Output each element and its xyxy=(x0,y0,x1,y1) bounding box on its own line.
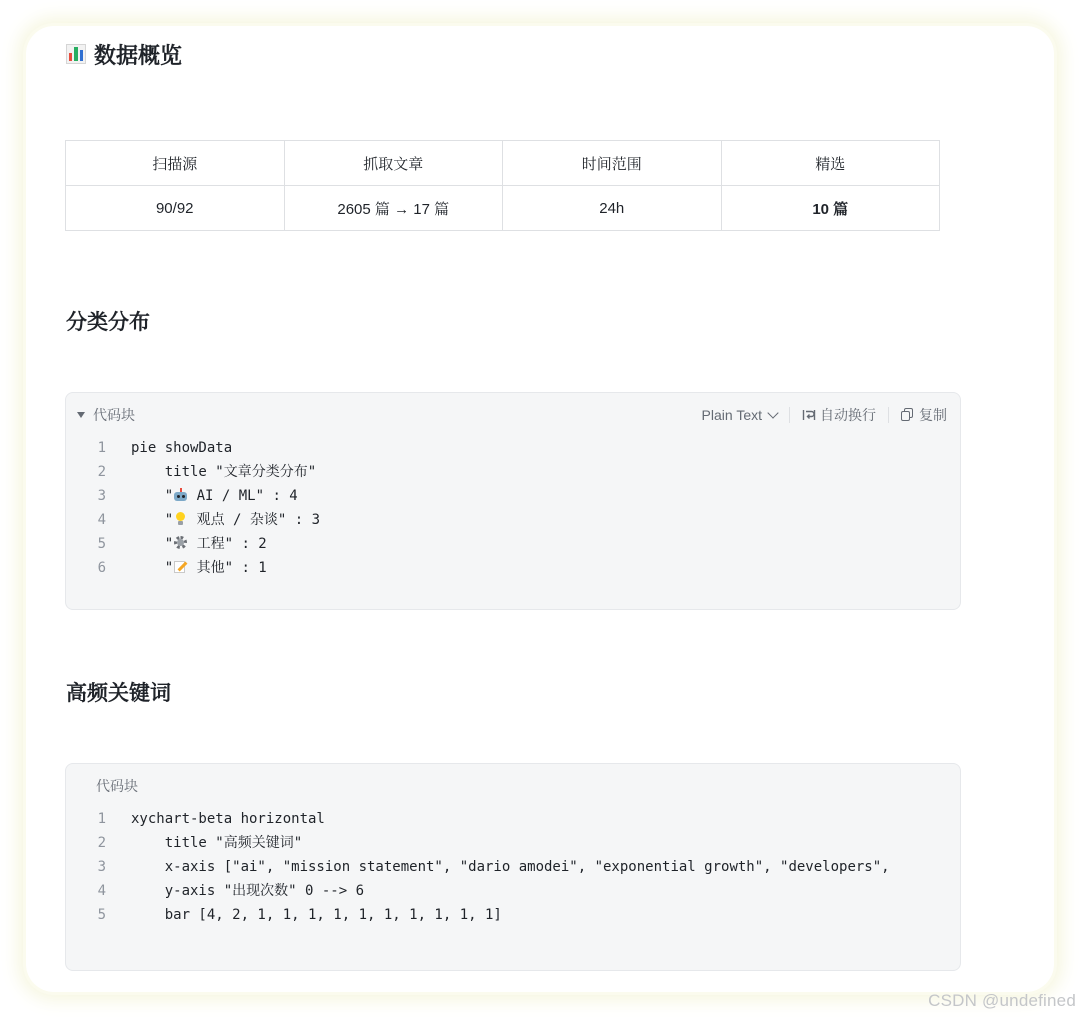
copy-icon xyxy=(901,408,914,422)
line-number: 3 xyxy=(97,859,106,875)
line-number: 2 xyxy=(97,835,106,851)
code-line xyxy=(66,460,960,484)
table-cell: 90/92 xyxy=(66,186,285,231)
table-header-cell: 精选 xyxy=(721,141,940,186)
table-cell: 10 篇 xyxy=(721,186,940,231)
caret-down-icon xyxy=(77,412,85,418)
code-block-label: 代码块 xyxy=(96,778,138,794)
table-header-cell: 时间范围 xyxy=(503,141,722,186)
line-number: 5 xyxy=(97,536,106,552)
line-number: 5 xyxy=(97,907,106,923)
copy-label: 复制 xyxy=(919,407,947,423)
memo-icon xyxy=(173,559,188,574)
code-text: " 其他" : 1 xyxy=(131,560,267,576)
table-header-row xyxy=(66,141,940,186)
collapse-toggle[interactable] xyxy=(77,405,135,425)
content-card xyxy=(26,26,1054,992)
line-number: 1 xyxy=(97,811,106,827)
code-line xyxy=(66,484,960,508)
code-text: title "文章分类分布" xyxy=(131,464,317,480)
overview-table xyxy=(65,140,940,231)
code-text: " AI / ML" : 4 xyxy=(131,488,298,504)
light-bulb-icon xyxy=(173,511,188,526)
keywords-heading: 高频关键词 xyxy=(66,682,171,705)
chevron-down-icon xyxy=(767,407,778,418)
copy-button[interactable] xyxy=(901,405,947,425)
watermark: CSDN @undefined xyxy=(928,991,1076,1010)
code-line xyxy=(66,556,960,580)
toolbar-divider xyxy=(789,407,790,423)
category-code-block xyxy=(65,392,961,610)
code-block-toolbar xyxy=(702,405,947,425)
code-text: y-axis "出现次数" 0 --> 6 xyxy=(131,883,365,899)
code-line xyxy=(66,831,960,855)
table-header-cell: 扫描源 xyxy=(66,141,285,186)
line-number: 2 xyxy=(97,464,106,480)
category-heading: 分类分布 xyxy=(66,311,150,334)
wrap-label: 自动换行 xyxy=(820,407,876,423)
line-number: 6 xyxy=(97,560,106,576)
code-text: title "高频关键词" xyxy=(131,835,303,851)
code-text: " 工程" : 2 xyxy=(131,536,267,552)
line-number: 4 xyxy=(97,883,106,899)
code-content xyxy=(66,436,960,580)
code-text: xychart-beta horizontal xyxy=(131,811,325,827)
code-line xyxy=(66,903,960,927)
line-number: 1 xyxy=(97,440,106,456)
code-line xyxy=(66,436,960,460)
bar-chart-icon xyxy=(66,44,86,64)
code-text: " 观点 / 杂谈" : 3 xyxy=(131,512,321,528)
table-cell: 24h xyxy=(503,186,722,231)
gear-icon xyxy=(173,535,188,550)
code-text: x-axis ["ai", "mission statement", "dario amodei", "exponential growth", "developers", xyxy=(131,859,890,875)
code-line xyxy=(66,532,960,556)
toolbar-divider xyxy=(888,407,889,423)
language-label: Plain Text xyxy=(701,407,762,423)
robot-icon xyxy=(173,487,188,502)
line-number: 4 xyxy=(97,512,106,528)
language-select[interactable] xyxy=(702,407,777,423)
overview-heading xyxy=(66,38,182,70)
code-block-header xyxy=(66,393,960,437)
table-row xyxy=(66,186,940,231)
wrap-icon xyxy=(802,408,816,422)
table-header-cell: 抓取文章 xyxy=(284,141,503,186)
wrap-toggle-button[interactable] xyxy=(802,405,876,425)
code-line xyxy=(66,855,960,879)
keywords-code-block xyxy=(65,763,961,971)
code-text: bar [4, 2, 1, 1, 1, 1, 1, 1, 1, 1, 1, 1] xyxy=(131,907,502,923)
code-block-label-wrap[interactable] xyxy=(96,776,138,796)
code-content xyxy=(66,807,960,927)
code-text: pie showData xyxy=(131,440,233,456)
code-block-header xyxy=(66,764,960,808)
code-line xyxy=(66,508,960,532)
line-number: 3 xyxy=(97,488,106,504)
code-line xyxy=(66,879,960,903)
code-line xyxy=(66,807,960,831)
table-cell: 2605 篇 → 17 篇 xyxy=(284,186,503,231)
code-block-label: 代码块 xyxy=(93,407,135,423)
overview-title: 数据概览 xyxy=(94,42,183,68)
